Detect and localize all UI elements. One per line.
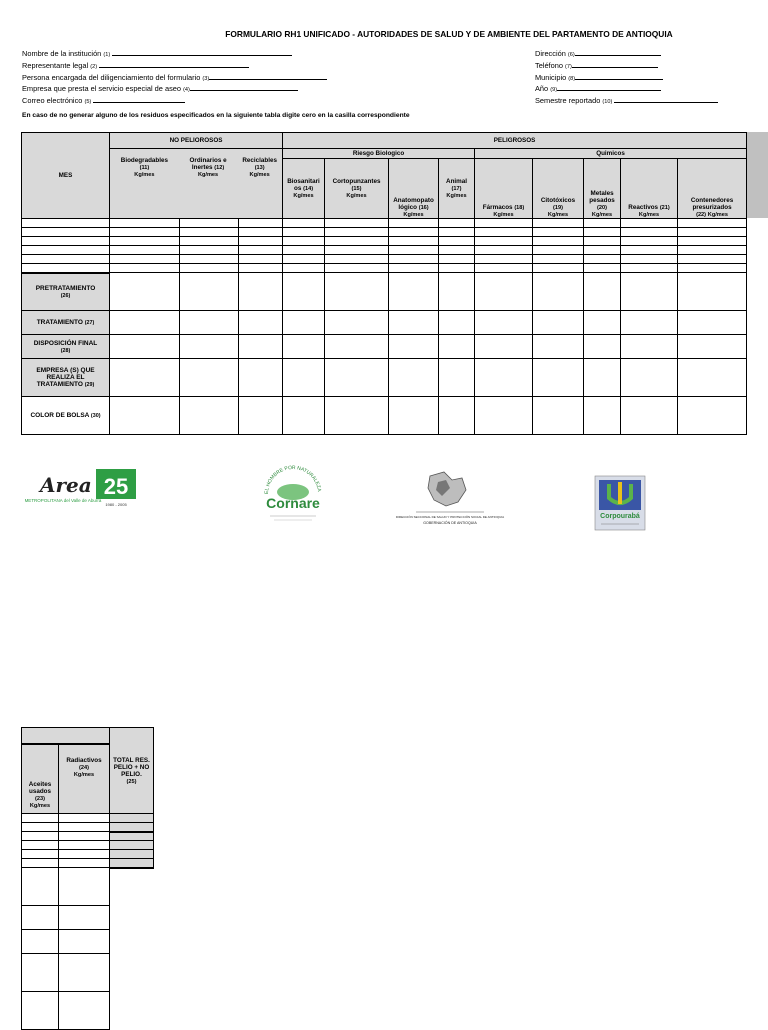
field-person-in-charge[interactable]: Persona encargada del diligenciamiento del formulario (3) (22, 73, 327, 85)
row-tratamiento[interactable]: TRATAMIENTO (27) (22, 311, 747, 335)
header-contenedores: Contenedores presurizados (22) Kg/mes (678, 159, 747, 219)
header-biodegradables: Biodegradables (11) Kg/mes (120, 157, 169, 178)
header-aceites-usados: Aceites usados (23) Kg/mes (22, 744, 59, 814)
table-row[interactable] (22, 841, 154, 850)
svg-text:Cornare: Cornare (266, 495, 320, 511)
svg-text:1980 - 2005: 1980 - 2005 (105, 502, 127, 507)
header-animal: Animal (17) Kg/mes (439, 159, 475, 219)
table-row[interactable] (22, 823, 154, 832)
corpouraba-logo (593, 474, 647, 532)
cornare-logo (258, 464, 328, 530)
table-row[interactable] (22, 859, 154, 868)
header-anatomopatologico: Anatomopato lógico (16) Kg/mes (389, 159, 439, 219)
header-radiactivos: Radiactivos (24) Kg/mes (59, 744, 110, 814)
field-semester[interactable]: Semestre reportado (10) (535, 96, 718, 108)
svg-text:Corpourabá: Corpourabá (600, 513, 640, 520)
table-row[interactable] (22, 832, 154, 841)
row-color-bolsa[interactable]: COLOR DE BOLSA (30) (22, 397, 747, 435)
header-total: TOTAL RES. PELIO + NO PELIO. (25) (110, 728, 154, 814)
header-riesgo-biologico: Riesgo Biologico (283, 149, 475, 159)
header-quimicos: Quimicos (475, 149, 747, 159)
table-row[interactable] (22, 246, 747, 255)
header-no-peligrosos: NO PELIOROSOS (110, 133, 283, 149)
field-legal-rep[interactable]: Representante legal (2) (22, 61, 327, 73)
table-row[interactable] (22, 255, 747, 264)
table-row[interactable] (22, 868, 154, 906)
header-peligrosos: PELIGROSOS (283, 133, 747, 149)
header-reciclables: Reciclables (13) Kg/mes (242, 157, 277, 178)
header-cortopunzantes: Cortopunzantes (15) Kg/mes (325, 159, 389, 219)
header-citotoxicos: Citotóxicos (19) Kg/mes (533, 159, 584, 219)
gobernacion-antioquia-logo (395, 468, 505, 530)
field-cleaning-company[interactable]: Empresa que presta el servicio especial de aseo (4) (22, 84, 327, 96)
header-ordinarios: Ordinarios e Inertes (12) Kg/mes (189, 157, 227, 178)
table-row[interactable] (22, 814, 154, 823)
table-row[interactable] (22, 954, 154, 992)
table-row[interactable] (22, 237, 747, 246)
svg-text:Area: Area (40, 473, 92, 497)
svg-text:DIRECCIÓN SECCIONAL DE SALUD Y: DIRECCIÓN SECCIONAL DE SALUD Y PROTECCIÓN SOCIAL DE ANTIOQUIA (395, 515, 505, 519)
row-pretratamiento[interactable]: PRETRATAMIENTO (26) (22, 273, 747, 311)
header-metales-pesados: Metales pesados (20) Kg/mes (584, 159, 621, 219)
table-row[interactable] (22, 992, 154, 1030)
right-fields (535, 49, 718, 108)
field-phone[interactable]: Teléfono (7) (535, 61, 718, 73)
row-empresa-tratamiento[interactable]: EMPRESA (S) QUE REALIZA EL TRATAMIENTO (29) (22, 359, 747, 397)
field-email[interactable]: Correo electrónico (5) (22, 96, 327, 108)
field-address[interactable]: Dirección (6) (535, 49, 718, 61)
table-row[interactable] (22, 850, 154, 859)
svg-text:METROPOLITANA del Valle de Abu: METROPOLITANA del Valle de Aburrá (24, 498, 102, 503)
instruction-note: En caso de no generar alguno de los residuos especificados en la siguiente tabla digite cero en la casilla correspondiente (22, 112, 410, 119)
waste-table (21, 132, 747, 435)
continued-table (21, 727, 154, 1030)
area-metropolitana-logo (24, 464, 138, 512)
svg-text:25: 25 (103, 474, 129, 499)
table-row[interactable] (22, 264, 747, 273)
field-year[interactable]: Año (9) (535, 84, 718, 96)
form-title: FORMULARIO RH1 UNIFICADO - AUTORIDADES DE SALUD Y DE AMBIENTE DEL PARTAMENTO DE ANTIOQUIA (225, 29, 673, 39)
header-biosanitarios: Biosanitari os (14) Kg/mes (283, 159, 325, 219)
col-no-peligrosos-group (110, 149, 283, 219)
left-fields (22, 49, 327, 108)
table-row[interactable] (22, 906, 154, 930)
header-farmacos: Fármacos (18) Kg/mes (475, 159, 533, 219)
svg-text:EL HOMBRE POR NATURALEZA: EL HOMBRE POR NATURALEZA (263, 464, 322, 495)
table-row[interactable] (22, 228, 747, 237)
field-municipality[interactable]: Municipio (8) (535, 73, 718, 85)
table-row[interactable] (22, 219, 747, 228)
gray-side-block (746, 132, 768, 218)
header-reactivos: Reactivos (21) Kg/mes (621, 159, 678, 219)
field-institution[interactable]: Nombre de la institución (1) (22, 49, 327, 61)
table-row[interactable] (22, 930, 154, 954)
row-disposicion-final[interactable]: DISPOSICIÓN FINAL (28) (22, 335, 747, 359)
svg-text:GOBERNACIÓN DE ANTIOQUIA: GOBERNACIÓN DE ANTIOQUIA (423, 521, 477, 525)
header-mes: MES (22, 133, 110, 219)
